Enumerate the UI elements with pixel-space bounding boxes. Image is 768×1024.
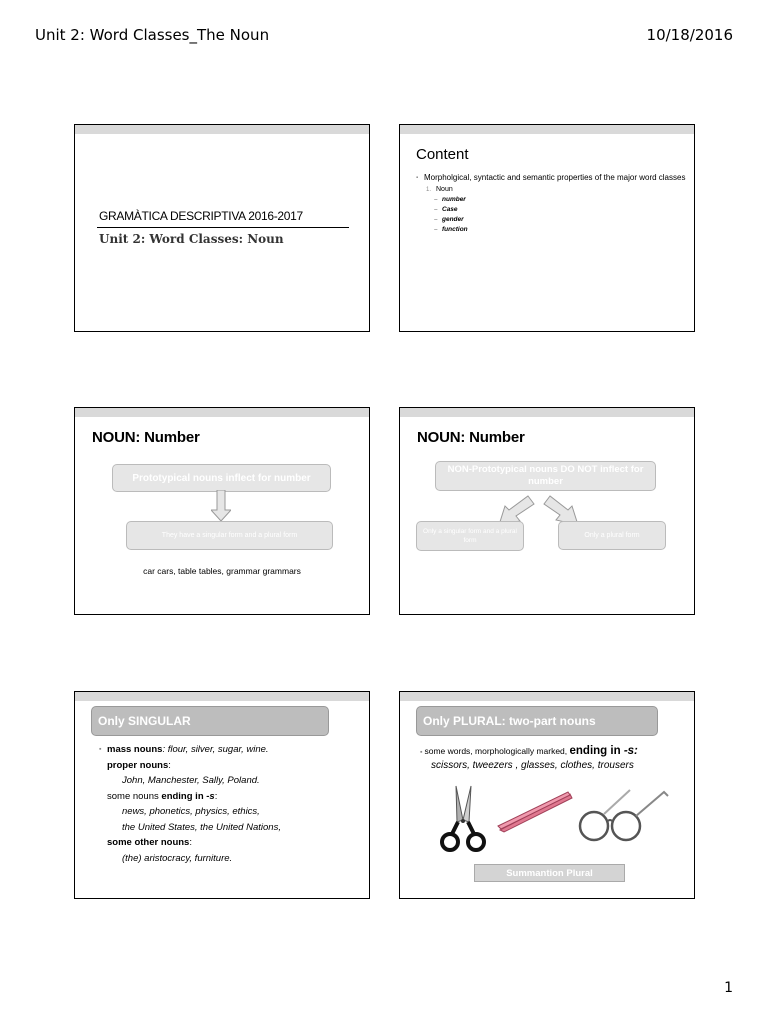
bullet-icon: ▪ xyxy=(99,746,102,753)
list-example: the United States, the United Nations, xyxy=(122,821,281,833)
unit-subtitle: Unit 2: Word Classes: Noun xyxy=(99,232,284,246)
slide-3 xyxy=(74,407,370,615)
dash-icon: – xyxy=(434,226,438,233)
sub-item-label: Noun xyxy=(436,186,453,193)
scissors-icon xyxy=(438,784,488,854)
diagram-box-prototypical: Prototypical nouns inflect for number xyxy=(112,464,331,492)
slide-top-bar xyxy=(400,408,694,417)
list-example: news, phonetics, physics, ethics, xyxy=(122,806,260,817)
sub-sub-item xyxy=(416,225,686,235)
diagram-box-non-prototypical: NON-Prototypical nouns DO NOT inflect for number xyxy=(435,461,656,491)
diagram-box-forms: They have a singular form and a plural form xyxy=(126,521,333,550)
plural-examples: scissors, tweezers , glasses, clothes, trousers xyxy=(431,760,634,771)
down-arrow-icon xyxy=(211,490,231,522)
list-item: some nouns ending in -s: xyxy=(107,790,218,802)
plural-intro: ▪ some words, morphologically marked, ending in -s: xyxy=(420,745,638,757)
tweezers-icon xyxy=(496,790,576,834)
bullet-icon: ▪ xyxy=(416,175,419,181)
slide-title: NOUN: Number xyxy=(92,429,200,446)
example-text: car cars, table tables, grammar grammars xyxy=(143,566,301,576)
section-header: Only PLURAL: two-part nouns xyxy=(416,706,658,736)
list-example: (the) aristocracy, furniture. xyxy=(122,852,233,864)
illustrations xyxy=(400,784,694,856)
dash-icon: – xyxy=(434,196,438,203)
singular-list xyxy=(97,742,367,866)
list-example: John, Manchester, Sally, Poland. xyxy=(122,775,260,786)
slide-title: NOUN: Number xyxy=(417,429,525,446)
content-bullet xyxy=(416,173,686,183)
title-divider xyxy=(97,227,349,228)
section-header: Only SINGULAR xyxy=(91,706,329,736)
slide-4 xyxy=(399,407,695,615)
dash-icon: – xyxy=(434,216,438,223)
slide-top-bar xyxy=(75,125,369,134)
sub-sub-item xyxy=(416,195,686,205)
slide-1 xyxy=(74,124,370,332)
slide-title: Content xyxy=(416,146,469,163)
bullet-text: Morpholgical, syntactic and semantic properties of the major word classes xyxy=(424,173,686,182)
diagram-box-plural: Only a plural form xyxy=(558,521,666,550)
list-item: some other nouns: xyxy=(107,837,192,848)
slide-5 xyxy=(74,691,370,899)
slide-6 xyxy=(399,691,695,899)
document-title: Unit 2: Word Classes_The Noun xyxy=(35,26,270,44)
sub-item-noun xyxy=(416,185,686,195)
content-list xyxy=(416,173,686,235)
bullet-icon: ▪ xyxy=(420,749,423,756)
slide-top-bar xyxy=(75,692,369,701)
dash-icon: – xyxy=(434,206,438,213)
glasses-icon xyxy=(576,786,672,846)
sub-sub-item xyxy=(416,215,686,225)
course-title: GRAMÀTICA DESCRIPTIVA 2016-2017 xyxy=(99,209,303,223)
document-date: 10/18/2016 xyxy=(646,26,733,44)
list-item: ▪ mass nouns: flour, silver, sugar, wine. xyxy=(97,742,367,758)
sub-sub-item xyxy=(416,205,686,215)
diagram-box-singular: Only a singular form and a plural form xyxy=(416,521,524,551)
page-number: 1 xyxy=(724,980,733,996)
sub-sub-item-label: function xyxy=(442,226,468,233)
slide-top-bar xyxy=(75,408,369,417)
list-item: proper nouns: xyxy=(107,759,171,771)
slide-top-bar xyxy=(400,125,694,134)
slide-2 xyxy=(399,124,695,332)
slide-top-bar xyxy=(400,692,694,701)
summation-plural-label: Summantion Plural xyxy=(474,864,625,882)
sub-item-number: 1. xyxy=(426,187,432,193)
sub-sub-item-label: number xyxy=(442,196,466,203)
sub-sub-item-label: gender xyxy=(442,216,464,223)
sub-sub-item-label: Case xyxy=(442,206,458,213)
